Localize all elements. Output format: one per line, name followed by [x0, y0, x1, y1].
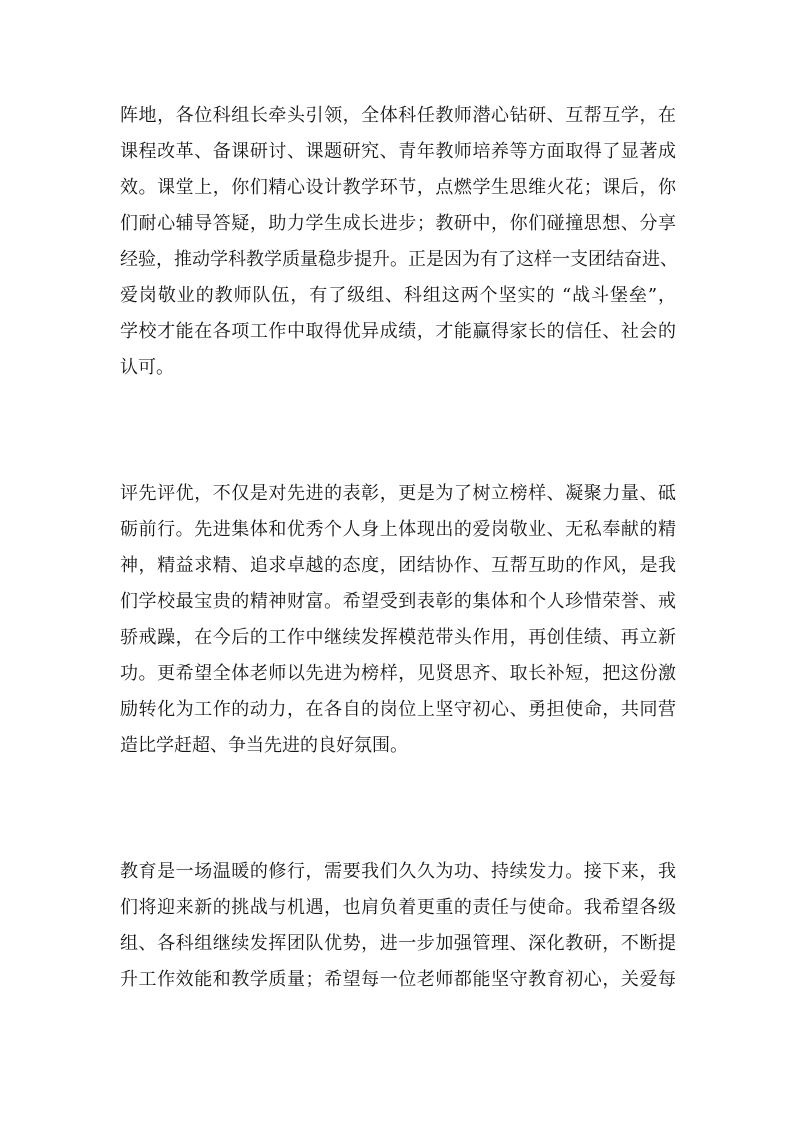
text-line: 励转化为工作的动力，在各自的岗位上坚守初心、勇担使命，共同营 — [120, 699, 676, 720]
paragraph-1 — [120, 98, 676, 386]
text-line: 效。课堂上，你们精心设计教学环节，点燃学生思维火花；课后，你 — [120, 177, 676, 198]
text-line: 们耐心辅导答疑，助力学生成长进步；教研中，你们碰撞思想、分享 — [120, 213, 676, 234]
text-line: 组、各科组继续发挥团队优势，进一步加强管理、深化教研，不断提 — [120, 933, 676, 954]
text-line: 功。更希望全体老师以先进为榜样，见贤思齐、取长补短，把这份激 — [120, 663, 676, 684]
text-line: 神，精益求精、追求卓越的态度，团结协作、互帮互助的作风，是我 — [120, 555, 676, 576]
text-line: 评先评优，不仅是对先进的表彰，更是为了树立榜样、凝聚力量、砥 — [120, 483, 676, 504]
text-line: 们学校最宝贵的精神财富。希望受到表彰的集体和个人珍惜荣誉、戒 — [120, 591, 676, 612]
text-line: 阵地，各位科组长牵头引领，全体科任教师潜心钻研、互帮互学，在 — [120, 105, 676, 126]
text-line: 砺前行。先进集体和优秀个人身上体现出的爱岗敬业、无私奉献的精 — [120, 519, 676, 540]
text-line: 学校才能在各项工作中取得优异成绩，才能赢得家长的信任、社会的 — [120, 321, 676, 342]
paragraph-3 — [120, 854, 676, 998]
text-line: 经验，推动学科教学质量稳步提升。正是因为有了这样一支团结奋进、 — [120, 249, 678, 270]
text-line: 升工作效能和教学质量；希望每一位老师都能坚守教育初心，关爱每 — [120, 969, 676, 990]
text-line: 认可。 — [120, 357, 174, 378]
text-line: 爱岗敬业的教师队伍，有了级组、科组这两个坚实的 “战斗堡垒”， — [120, 285, 676, 306]
text-line: 骄戒躁，在今后的工作中继续发挥模范带头作用，再创佳绩、再立新 — [120, 627, 676, 648]
text-line: 课程改革、备课研讨、课题研究、青年教师培养等方面取得了显著成 — [120, 141, 676, 162]
text-line: 教育是一场温暖的修行，需要我们久久为功、持续发力。接下来，我 — [120, 861, 676, 882]
paragraph-2 — [120, 476, 676, 764]
text-line: 们将迎来新的挑战与机遇，也肩负着更重的责任与使命。我希望各级 — [120, 897, 676, 918]
text-line: 造比学赶超、争当先进的良好氛围。 — [120, 735, 408, 756]
